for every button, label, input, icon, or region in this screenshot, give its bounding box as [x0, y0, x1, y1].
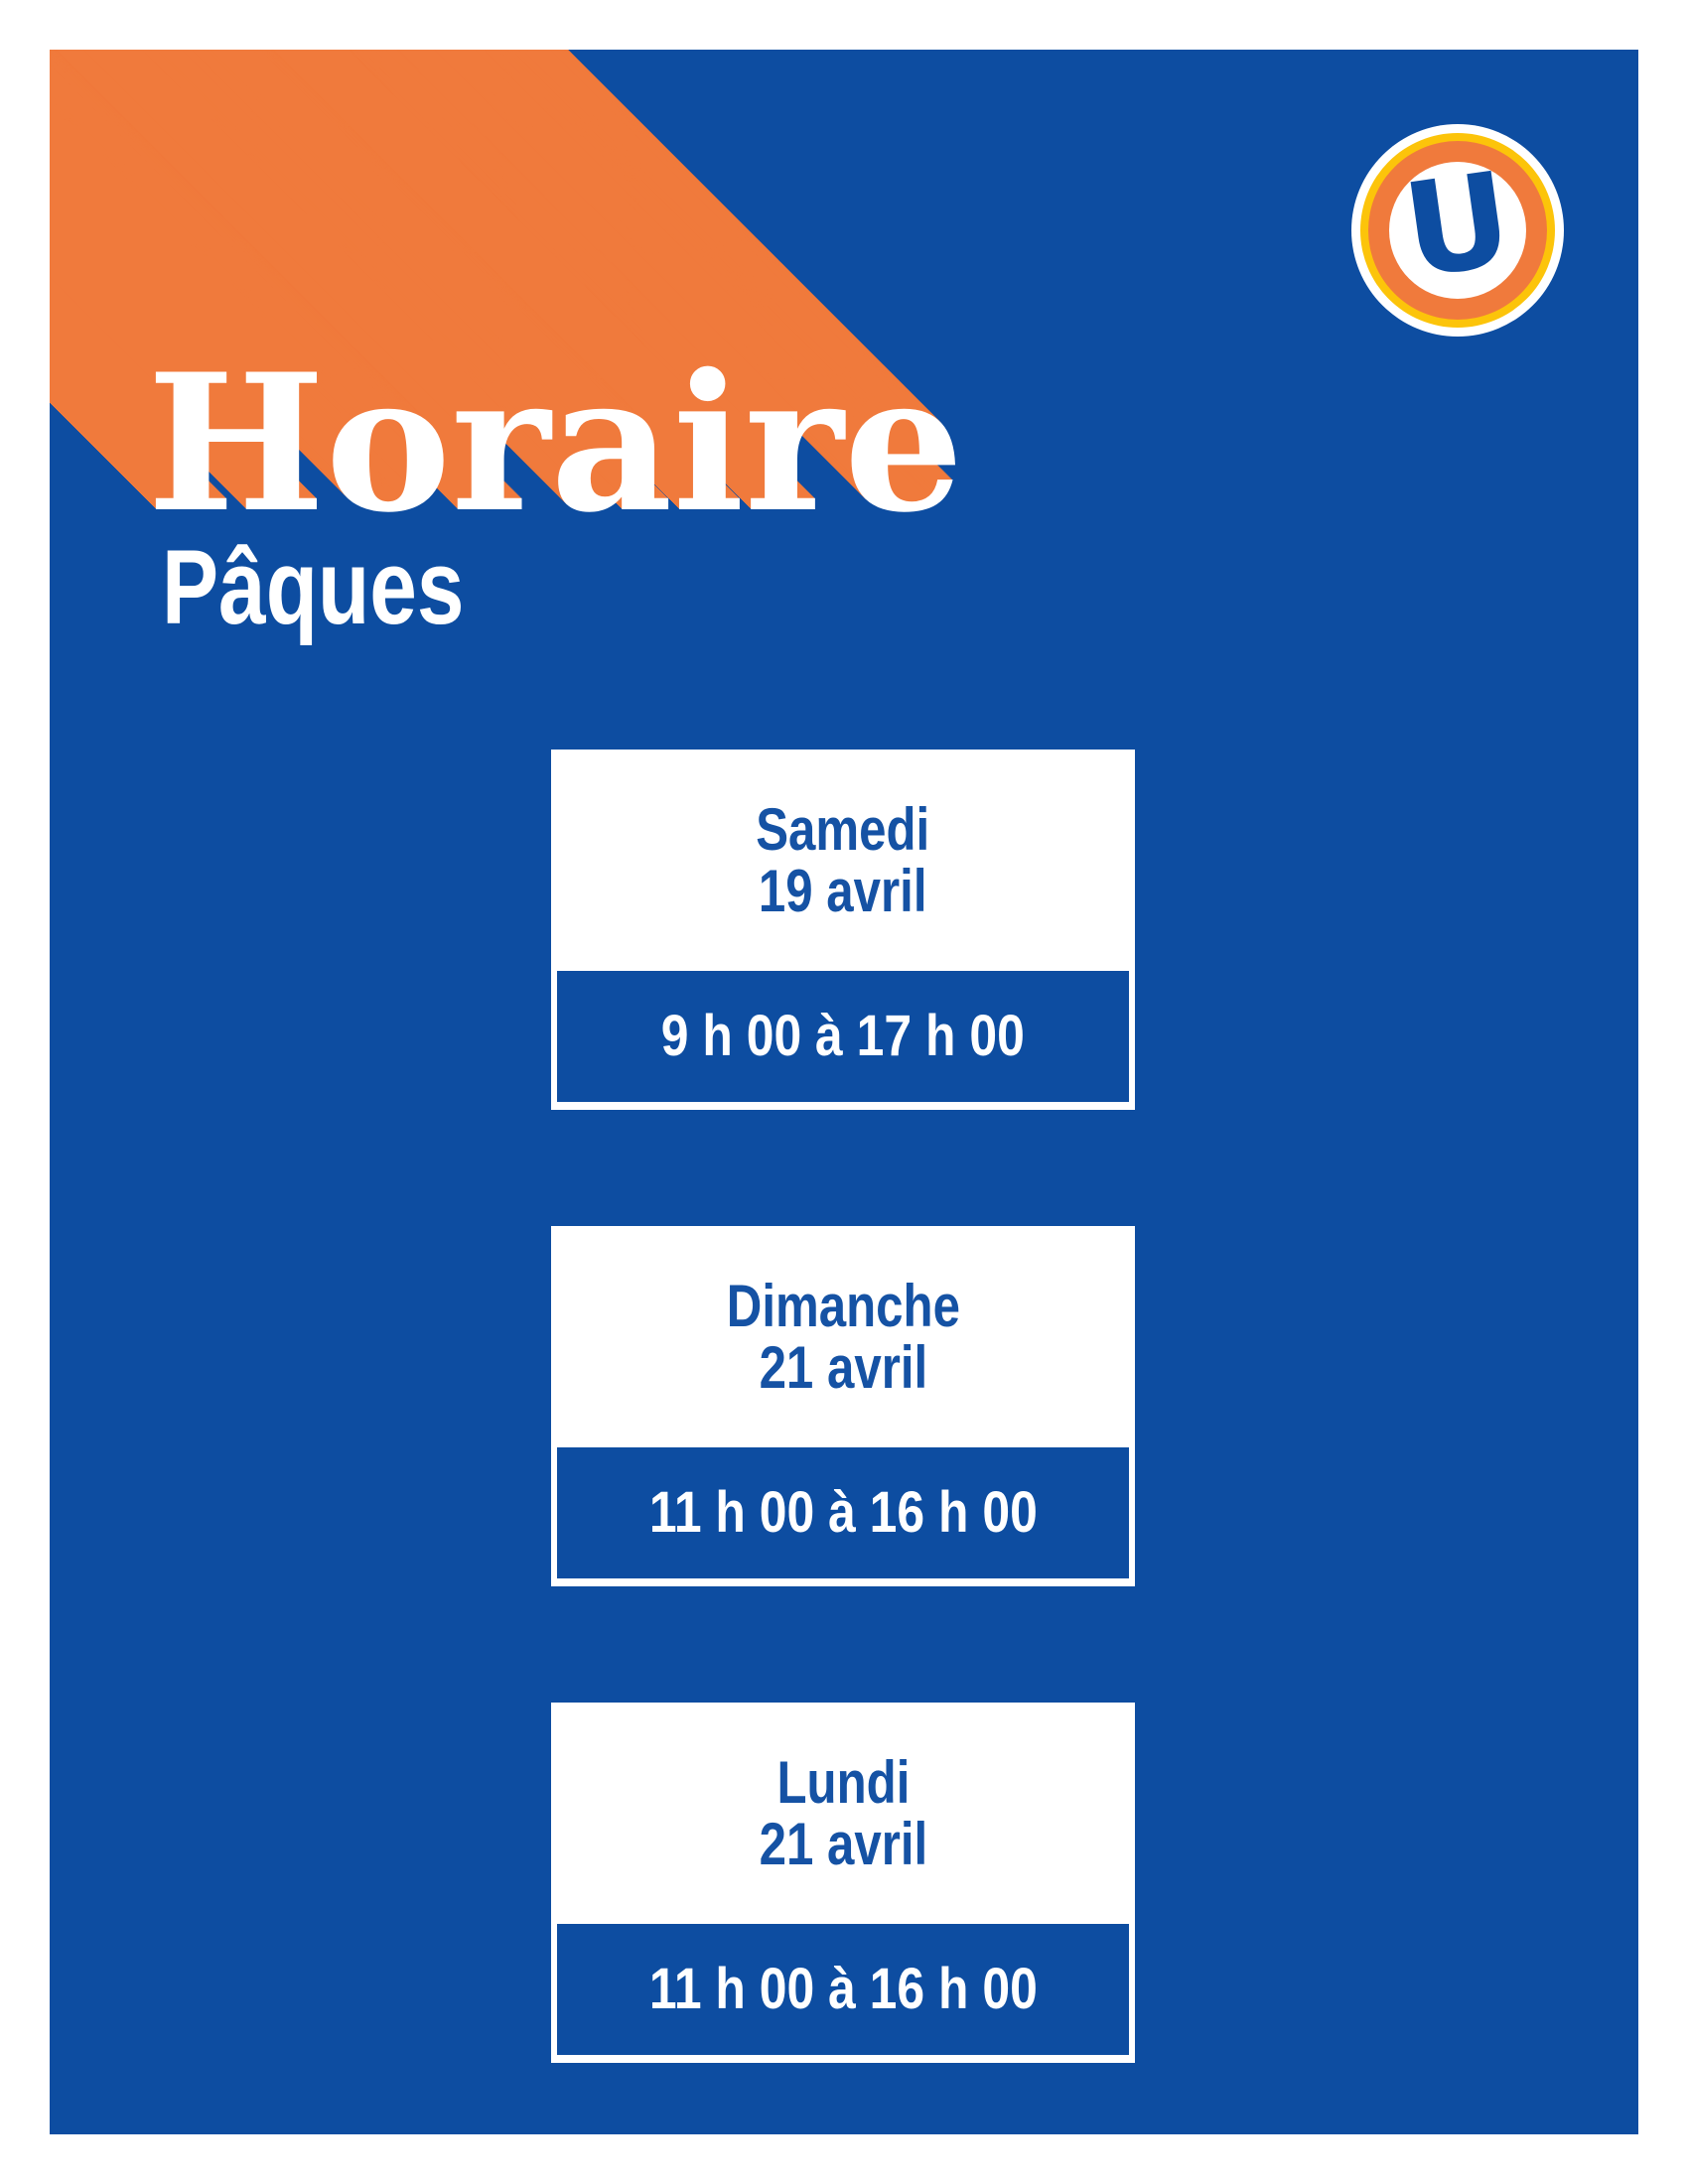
card-hours-label: 9 h 00 à 17 h 00 — [660, 1004, 1026, 1068]
card-hours-box — [557, 1447, 1129, 1578]
card-day-label: Lundi — [776, 1748, 910, 1816]
schedule-card-samedi — [551, 750, 1135, 1110]
card-day-header — [557, 750, 1129, 971]
card-hours-label: 11 h 00 à 16 h 00 — [648, 1480, 1038, 1545]
card-day-header — [557, 1226, 1129, 1447]
card-hours-box — [557, 1924, 1129, 2055]
card-day-header — [557, 1703, 1129, 1924]
card-day-label: Samedi — [756, 795, 930, 863]
poster-canvas — [50, 50, 1638, 2134]
page-subtitle-text: Pâques — [162, 527, 465, 646]
logo-u-letter-icon: U — [1395, 143, 1520, 308]
card-date-label: 21 avril — [759, 1810, 927, 1877]
schedule-card-lundi — [551, 1703, 1135, 2063]
card-hours-label: 11 h 00 à 16 h 00 — [648, 1957, 1038, 2021]
page-subtitle — [162, 527, 540, 646]
card-date-label: 21 avril — [759, 1333, 927, 1401]
card-day-label: Dimanche — [726, 1272, 960, 1339]
card-date-label: 19 avril — [759, 857, 927, 924]
card-hours-box — [557, 971, 1129, 1102]
schedule-card-dimanche — [551, 1226, 1135, 1586]
uniprix-logo — [1351, 124, 1564, 337]
page-title: Horaire — [147, 333, 964, 554]
